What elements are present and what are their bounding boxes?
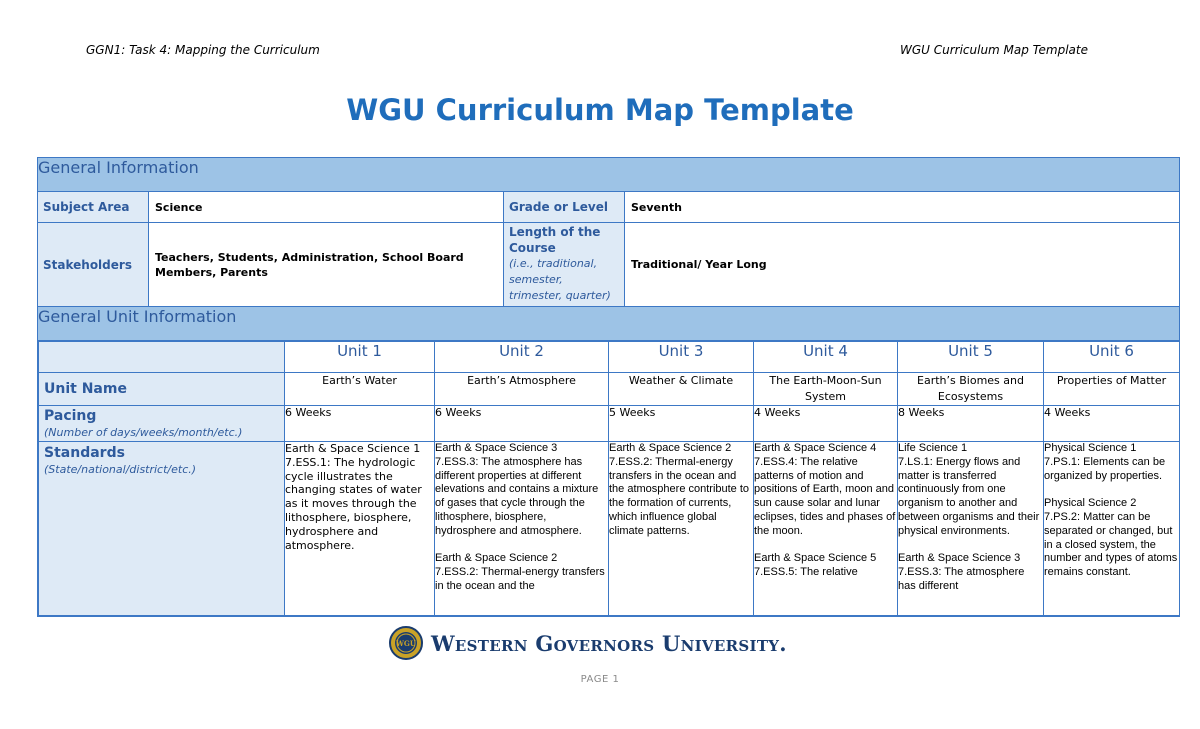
unit-6-header: Unit 6 xyxy=(1044,342,1180,373)
unit-2-name: Earth’s Atmosphere xyxy=(435,373,609,406)
general-information-heading: General Information xyxy=(38,158,1180,192)
course-length-subtext: (i.e., traditional, semester, trimester, quarter) xyxy=(509,257,611,302)
page-header-left: GGN1: Task 4: Mapping the Curriculum xyxy=(86,43,320,57)
subject-area-label: Subject Area xyxy=(38,192,149,223)
pacing-label xyxy=(39,406,285,442)
curriculum-map-table xyxy=(37,157,1180,617)
unit-5-standards: Life Science 1 7.LS.1: Energy flows and matter is transferred continuously from one organism to another and between organisms and their physical environments. Earth & Space Science 3 7.ESS.3: The atmosphere has different xyxy=(898,442,1044,616)
subject-area-value: Science xyxy=(149,192,504,223)
general-unit-information-heading: General Unit Information xyxy=(38,307,1180,341)
page-header-right: WGU Curriculum Map Template xyxy=(899,43,1088,57)
unit-4-pacing: 4 Weeks xyxy=(754,406,898,442)
wgu-seal-icon xyxy=(389,626,423,660)
unit-5-pacing: 8 Weeks xyxy=(898,406,1044,442)
pacing-label-text: Pacing xyxy=(44,408,97,424)
grade-level-label: Grade or Level xyxy=(504,192,625,223)
course-length-label xyxy=(504,223,625,307)
course-length-label-text: Length of the Course xyxy=(509,225,601,255)
standards-label xyxy=(39,442,285,616)
unit-6-name: Properties of Matter xyxy=(1044,373,1180,406)
unit-1-standards: Earth & Space Science 1 7.ESS.1: The hydrologic cycle illustrates the changing states of water as it moves through the lithosphere, biosphere, hydrosphere and atmosphere. xyxy=(285,442,435,616)
course-length-value: Traditional/ Year Long xyxy=(625,223,1180,307)
unit-2-standards: Earth & Space Science 3 7.ESS.3: The atmosphere has different properties at different elevations and contains a mixture of gases that cycle through the lithosphere, biosphere, hydrosphere and atmosphere. Earth & Space Science 2 7.ESS.2: Thermal-energy transfers in the ocean and the xyxy=(435,442,609,616)
page-number: PAGE 1 xyxy=(580,674,620,685)
unit-2-pacing: 6 Weeks xyxy=(435,406,609,442)
stakeholders-value: Teachers, Students, Administration, School Board Members, Parents xyxy=(149,223,504,307)
document-title: WGU Curriculum Map Template xyxy=(346,93,854,127)
wgu-seal-text: WGU xyxy=(396,639,416,648)
unit-3-name: Weather & Climate xyxy=(609,373,754,406)
unit-3-pacing: 5 Weeks xyxy=(609,406,754,442)
unit-2-header: Unit 2 xyxy=(435,342,609,373)
wgu-logo-text: Western Governors University. xyxy=(431,630,787,656)
unit-1-name: Earth’s Water xyxy=(285,373,435,406)
standards-label-text: Standards xyxy=(44,445,125,461)
unit-4-header: Unit 4 xyxy=(754,342,898,373)
unit-4-standards: Earth & Space Science 4 7.ESS.4: The relative patterns of motion and positions of Earth, moon and sun cause solar and lunar eclipses, tides and phases of the moon. Earth & Space Science 5 7.ESS.5: The relative xyxy=(754,442,898,616)
standards-subtext: (State/national/district/etc.) xyxy=(44,463,197,476)
unit-3-standards: Earth & Space Science 2 7.ESS.2: Thermal-energy transfers in the ocean and the atmosphere contribute to the formation of currents, which influence global climate patterns. xyxy=(609,442,754,616)
unit-6-standards: Physical Science 1 7.PS.1: Elements can be organized by properties. Physical Science 2 7.PS.2: Matter can be separated or changed, but in a closed system, the number and types of atoms remains constant. xyxy=(1044,442,1180,616)
grade-level-value: Seventh xyxy=(625,192,1180,223)
unit-3-header: Unit 3 xyxy=(609,342,754,373)
unit-4-name: The Earth-Moon-Sun System xyxy=(754,373,898,406)
stakeholders-label: Stakeholders xyxy=(38,223,149,307)
unit-grid-container xyxy=(38,341,1180,617)
unit-name-label: Unit Name xyxy=(39,373,285,406)
wgu-logo xyxy=(389,625,787,661)
unit-6-pacing: 4 Weeks xyxy=(1044,406,1180,442)
unit-1-header: Unit 1 xyxy=(285,342,435,373)
unit-grid xyxy=(38,341,1180,616)
unit-header-blank xyxy=(39,342,285,373)
unit-5-header: Unit 5 xyxy=(898,342,1044,373)
pacing-subtext: (Number of days/weeks/month/etc.) xyxy=(44,426,243,439)
unit-5-name: Earth’s Biomes and Ecosystems xyxy=(898,373,1044,406)
unit-1-pacing: 6 Weeks xyxy=(285,406,435,442)
